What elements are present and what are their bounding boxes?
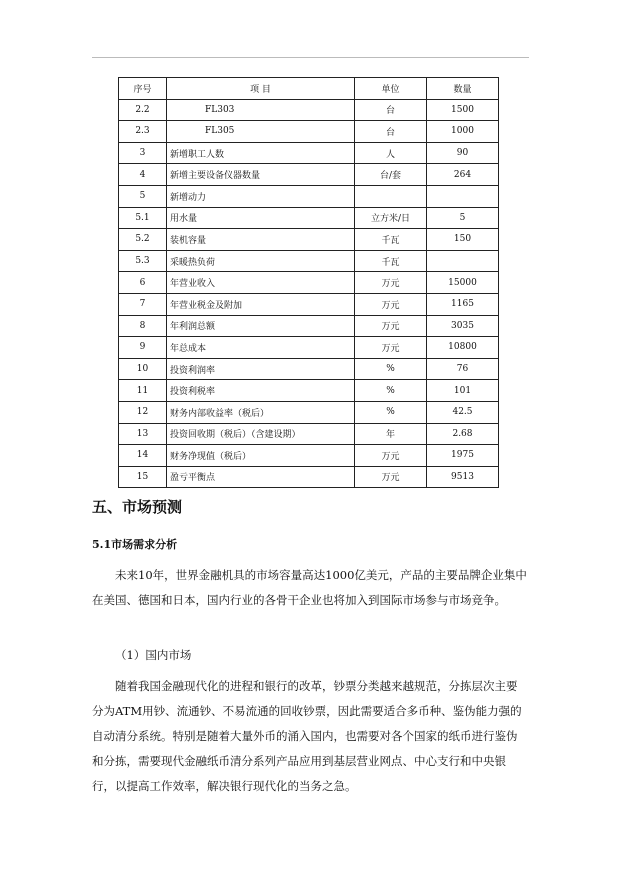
row-unit: 万元: [355, 466, 427, 488]
row-unit: %: [355, 401, 427, 423]
row-unit: %: [355, 380, 427, 402]
header-rule: [92, 57, 529, 58]
table-row: [119, 337, 499, 359]
row-unit: 万元: [355, 445, 427, 467]
row-item: 采暖热负荷: [167, 250, 355, 272]
table-row: [119, 380, 499, 402]
row-value: 150: [427, 229, 499, 251]
row-item: 财务内部收益率（税后）: [167, 401, 355, 423]
table-row: [119, 358, 499, 380]
row-index: 11: [119, 380, 167, 402]
table-row: [119, 229, 499, 251]
row-item: FL305: [167, 121, 355, 143]
row-value: 15000: [427, 272, 499, 294]
row-value: 42.5: [427, 401, 499, 423]
row-index: 5.1: [119, 207, 167, 229]
row-value: [427, 185, 499, 207]
row-item: 盈亏平衡点: [167, 466, 355, 488]
table-row: [119, 445, 499, 467]
paragraph-domestic-heading: （1）国内市场: [115, 648, 192, 662]
row-item: 投资利税率: [167, 380, 355, 402]
table-row: [119, 164, 499, 186]
table-row: [119, 315, 499, 337]
paragraph-domestic-market: 随着我国金融现代化的进程和银行的改革，钞票分类越来越规范，分拣层次主要分为ATM用钞、流通钞、不易流通的回收钞票，因此需要适合多币种、鉴伪能力强的自动清分系统。特别是随着大量外币的涌入国内，也需要对各个国家的纸币进行鉴伪和分拣，需要现代金融纸币清分系列产品应用到基层营业网点、中心支行和中央银行，以提高工作效率，解决银行现代化的当务之急。: [92, 679, 522, 793]
row-unit: 立方米/日: [355, 207, 427, 229]
row-index: 2.2: [119, 99, 167, 121]
row-index: 2.3: [119, 121, 167, 143]
row-index: 9: [119, 337, 167, 359]
table-row: [119, 99, 499, 121]
row-index: 4: [119, 164, 167, 186]
table-row: [119, 207, 499, 229]
row-item: 投资利润率: [167, 358, 355, 380]
row-value: 9513: [427, 466, 499, 488]
row-unit: 千瓦: [355, 229, 427, 251]
row-value: 1500: [427, 99, 499, 121]
row-index: 6: [119, 272, 167, 294]
table-header: [119, 78, 499, 100]
row-index: 10: [119, 358, 167, 380]
row-item: 用水量: [167, 207, 355, 229]
row-index: 14: [119, 445, 167, 467]
row-value: 101: [427, 380, 499, 402]
row-unit: 台/套: [355, 164, 427, 186]
row-value: 2.68: [427, 423, 499, 445]
row-item: 财务净现值（税后）: [167, 445, 355, 467]
table-row: [119, 423, 499, 445]
row-value: 10800: [427, 337, 499, 359]
row-value: [427, 250, 499, 272]
row-unit: 年: [355, 423, 427, 445]
indicator-table: [118, 77, 499, 488]
row-unit: 台: [355, 121, 427, 143]
row-unit: %: [355, 358, 427, 380]
header-quantity: 数量: [427, 78, 499, 100]
row-unit: 万元: [355, 315, 427, 337]
table-row: [119, 121, 499, 143]
header-unit: 单位: [355, 78, 427, 100]
header-index: 序号: [119, 78, 167, 100]
row-unit: 人: [355, 142, 427, 164]
section-title: 五、市场预测: [92, 498, 183, 516]
row-item: 年营业税金及附加: [167, 293, 355, 315]
table-header-row: [119, 78, 499, 100]
row-unit: 万元: [355, 293, 427, 315]
row-value: 264: [427, 164, 499, 186]
row-item: 投资回收期（税后）（含建设期）: [167, 423, 355, 445]
row-unit: 千瓦: [355, 250, 427, 272]
table-row: [119, 250, 499, 272]
table-body: [119, 99, 499, 488]
row-unit: 万元: [355, 272, 427, 294]
row-item: 年营业收入: [167, 272, 355, 294]
row-unit: [355, 185, 427, 207]
row-value: 5: [427, 207, 499, 229]
row-item: 新增职工人数: [167, 142, 355, 164]
row-index: 5.2: [119, 229, 167, 251]
row-index: 5.3: [119, 250, 167, 272]
row-value: 90: [427, 142, 499, 164]
paragraph-market-size: 未来10年，世界金融机具的市场容量高达1000亿美元，产品的主要品牌企业集中在美国、德国和日本，国内行业的各骨干企业也将加入到国际市场参与市场竞争。: [92, 568, 527, 607]
row-item: 年利润总额: [167, 315, 355, 337]
table-row: [119, 401, 499, 423]
row-value: 76: [427, 358, 499, 380]
row-item: FL303: [167, 99, 355, 121]
row-item: 新增主要设备仪器数量: [167, 164, 355, 186]
row-item: 装机容量: [167, 229, 355, 251]
subsection-title: 5.1市场需求分析: [92, 538, 178, 551]
row-index: 8: [119, 315, 167, 337]
row-index: 7: [119, 293, 167, 315]
row-value: 1165: [427, 293, 499, 315]
row-index: 15: [119, 466, 167, 488]
table-row: [119, 142, 499, 164]
row-item: 年总成本: [167, 337, 355, 359]
row-unit: 台: [355, 99, 427, 121]
row-unit: 万元: [355, 337, 427, 359]
row-index: 13: [119, 423, 167, 445]
row-index: 3: [119, 142, 167, 164]
table-row: [119, 185, 499, 207]
table-row: [119, 272, 499, 294]
row-value: 3035: [427, 315, 499, 337]
row-index: 12: [119, 401, 167, 423]
table-row: [119, 293, 499, 315]
header-item: 项 目: [167, 78, 355, 100]
row-value: 1975: [427, 445, 499, 467]
table-row: [119, 466, 499, 488]
row-item: 新增动力: [167, 185, 355, 207]
row-value: 1000: [427, 121, 499, 143]
row-index: 5: [119, 185, 167, 207]
